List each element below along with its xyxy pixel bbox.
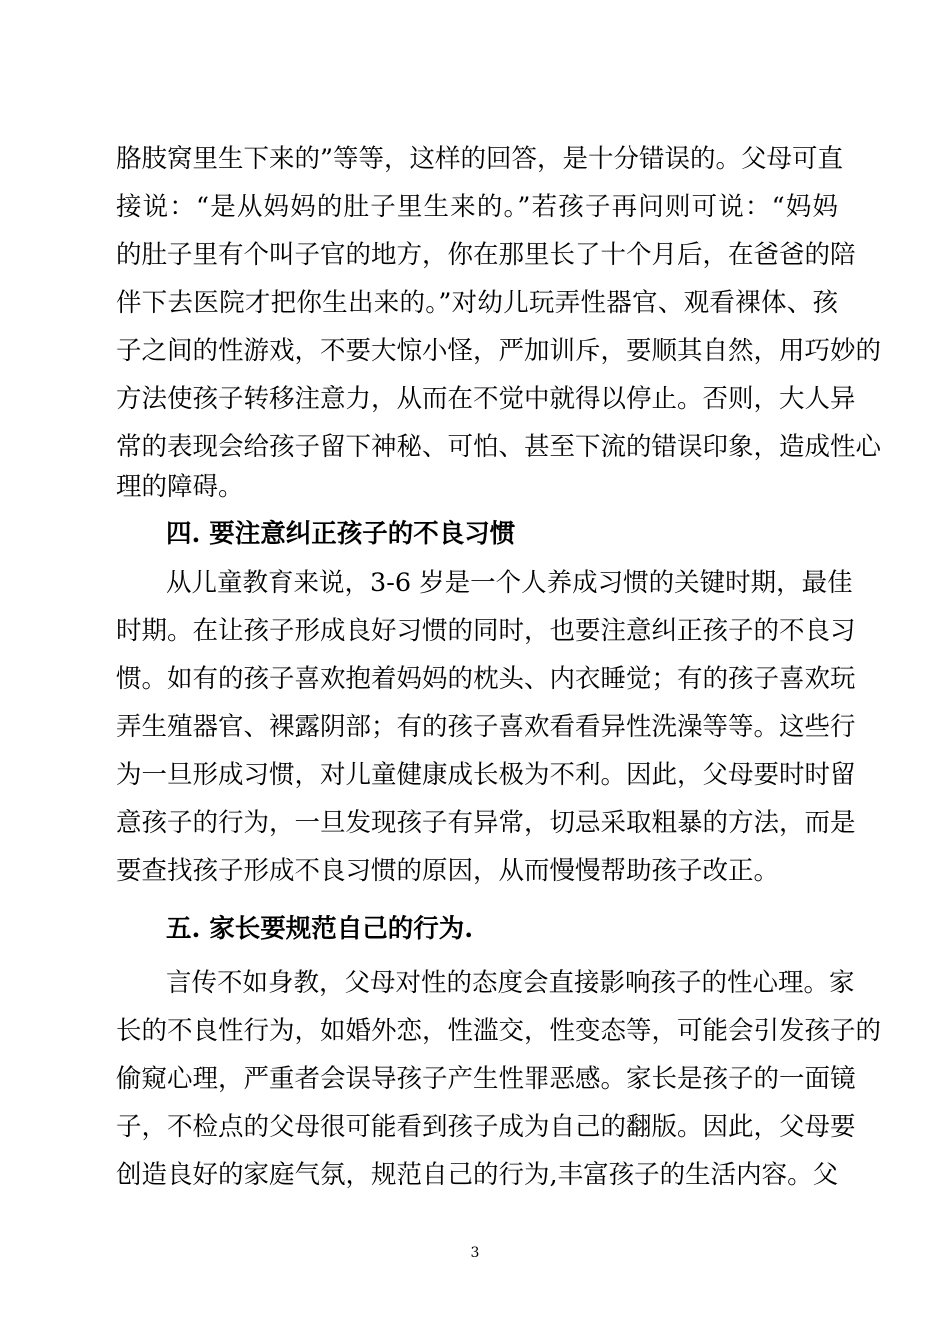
paragraph-line: 时期。在让孩子形成良好习惯的同时，也要注意纠正孩子的不良习	[116, 616, 856, 646]
section-heading: 五. 家长要规范自己的行为.	[166, 914, 474, 944]
page-number: 3	[470, 1245, 480, 1261]
paragraph-line: 理的障碍。	[116, 472, 244, 502]
paragraph-line: 胳肢窝里生下来的”等等，这样的回答，是十分错误的。父母可直	[116, 144, 844, 174]
paragraph-line: 意孩子的行为，一旦发现孩子有异常，切忌采取粗暴的方法，而是	[116, 808, 856, 838]
paragraph-line: 接说：“是从妈妈的肚子里生来的。”若孩子再问则可说：“妈妈	[116, 192, 838, 222]
paragraph-line: 从儿童教育来说，3-6 岁是一个人养成习惯的关键时期，最佳	[166, 568, 853, 598]
paragraph-line: 长的不良性行为，如婚外恋，性滥交，性变态等，可能会引发孩子的	[116, 1016, 882, 1046]
paragraph-line: 子，不检点的父母很可能看到孩子成为自己的翻版。因此，父母要	[116, 1112, 856, 1142]
paragraph-line: 的肚子里有个叫子官的地方，你在那里长了十个月后，在爸爸的陪	[116, 240, 856, 270]
paragraph-line: 创造良好的家庭气氛，规范自己的行为,丰富孩子的生活内容。父	[116, 1160, 839, 1190]
paragraph-line: 偷窥心理，严重者会误导孩子产生性罪恶感。家长是孩子的一面镜	[116, 1064, 856, 1094]
paragraph-line: 弄生殖器官、裸露阴部；有的孩子喜欢看看异性洗澡等等。这些行	[116, 712, 856, 742]
paragraph-line: 惯。如有的孩子喜欢抱着妈妈的枕头、内衣睡觉；有的孩子喜欢玩	[116, 664, 856, 694]
section-heading: 四. 要注意纠正孩子的不良习惯	[166, 519, 516, 549]
paragraph-line: 言传不如身教，父母对性的态度会直接影响孩子的性心理。家	[166, 968, 855, 998]
paragraph-line: 常的表现会给孩子留下神秘、可怕、甚至下流的错误印象，造成性心	[116, 432, 882, 462]
paragraph-line: 要查找孩子形成不良习惯的原因，从而慢慢帮助孩子改正。	[116, 856, 780, 886]
paragraph-line: 子之间的性游戏，不要大惊小怪，严加训斥，要顺其自然，用巧妙的	[116, 336, 882, 366]
paragraph-line: 方法使孩子转移注意力，从而在不觉中就得以停止。否则，大人异	[116, 384, 856, 414]
paragraph-line: 为一旦形成习惯，对儿童健康成长极为不利。因此，父母要时时留	[116, 760, 856, 790]
paragraph-line: 伴下去医院才把你生出来的。”对幼儿玩弄性器官、观看裸体、孩	[116, 288, 838, 318]
